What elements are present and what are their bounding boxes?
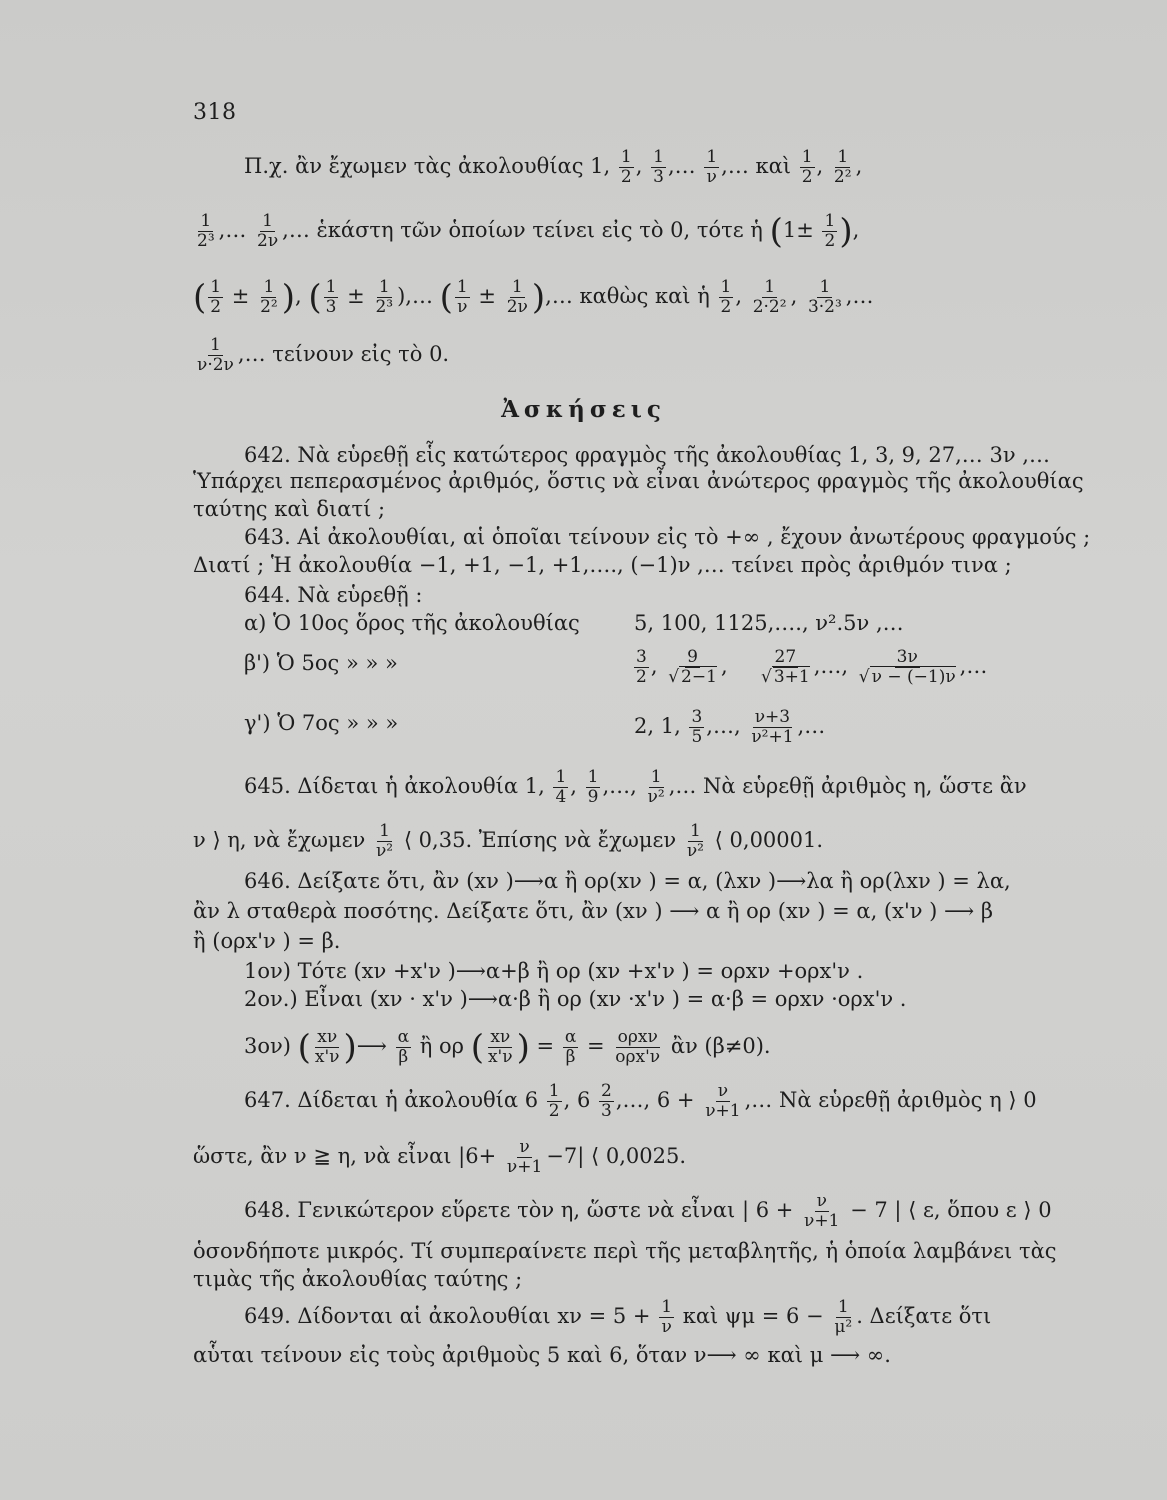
page-number: 318 xyxy=(193,100,237,125)
fraction: $\frac{1}{\text{2²}}$ xyxy=(260,277,278,317)
fraction: $\frac{1}{4}$ xyxy=(555,767,567,807)
fraction: $\frac{1}{\text{ν²}}$ xyxy=(647,767,665,807)
fraction: $\frac{\nu}{\nu+1}$ xyxy=(506,1137,543,1177)
fraction: $\frac{1}{\text{ν²}}$ xyxy=(375,821,394,861)
fraction: $\frac{1}{\text{2³}}$ xyxy=(197,211,215,251)
fraction: $\frac{9}{√ 2-1}$ xyxy=(668,647,717,687)
fraction: $\frac{\text{ορxν}}{\text{ορx'ν}}$ xyxy=(615,1027,661,1067)
text-line: Ὑπάρχει πεπερασμένος ἀριθμός, ὅστις νὰ εἶναι ἀνώτερος φραγμὸς τῆς ἀκολουθίας xyxy=(193,469,1084,493)
fraction: $\frac{27}{√ 3+1}$ xyxy=(761,647,810,687)
fraction: $\frac{\nu}{\nu+1}$ xyxy=(705,1081,741,1121)
fraction: $\frac{1}{2\nu}$ xyxy=(257,211,279,251)
fraction: $\frac{\alpha}{\beta}$ xyxy=(564,1027,577,1067)
text-line: ὁσονδήποτε μικρός. Τί συμπεραίνετε περὶ τῆς μεταβλητῆς, ἡ ὁποία λαμβάνει τὰς xyxy=(193,1239,1057,1263)
fraction: $\frac{1}{\text{2³}}$ xyxy=(375,277,394,317)
text-line: 2ον.) Εἶναι (xν · x'ν )⟶α·β ἢ ορ (xν ·x'ν ) = α·β = ορxν ·ορx'ν . xyxy=(244,987,907,1011)
fraction: $\frac{1}{\nu}$ xyxy=(661,1297,673,1337)
text-line: ταύτης καὶ διατί ; xyxy=(193,497,386,521)
fraction: $\frac{1}{2}$ xyxy=(620,147,632,187)
text-line: ἂν λ σταθερὰ ποσότης. Δείξατε ὅτι, ἂν (xν ) ⟶ α ἢ ορ (xν ) = α, (x'ν ) ⟶ β xyxy=(193,899,993,923)
text-line: 1ον) Τότε (xν +x'ν )⟶α+β ἢ ορ (xν +x'ν ) = ορxν +ορx'ν . xyxy=(244,959,864,983)
fraction: $\frac{1}{2\nu}$ xyxy=(506,277,528,317)
fraction: $\frac{1}{\text{2²}}$ xyxy=(833,147,852,187)
fraction: $\frac{3}{2}$ xyxy=(636,647,647,687)
fraction: $\frac{1}{2}$ xyxy=(548,1081,560,1121)
fraction: $\frac{1}{2}$ xyxy=(720,277,732,317)
fraction: $\frac{3\nu}{√ \nu - (-1)\nu}$ xyxy=(858,647,956,687)
fraction: $\frac{x\nu}{x'\nu}$ xyxy=(487,1027,513,1067)
fraction: $\frac{2}{3}$ xyxy=(601,1081,612,1121)
fraction: $\frac{1}{2}$ xyxy=(824,211,836,251)
text-line: αὗται τείνουν εἰς τοὺς ἀριθμοὺς 5 καὶ 6, ὅταν ν⟶ ∞ καὶ μ ⟶ ∞. xyxy=(193,1343,891,1367)
text-line: ἢ (ορx'ν ) = β. xyxy=(193,929,341,953)
fraction: $\frac{1}{3}$ xyxy=(653,147,664,187)
book-page: 318 Π.χ. ἂν ἔχωμεν τὰς ἀκολουθίας 1, $\frac{1}{2}$ , $\frac{1}{3}$ ,… $\frac{1}{\nu}$ ,… καὶ $\frac{1}{2}$ , $\frac{1}{\text{2²}}$ , $\frac{1}{\text{2³}}$ ,… $\frac{1}{2\nu}$ ,… ἑκάστη τῶν ὁποίων τείνει εἰς τὸ 0, τότε ἡ (1± $\frac{1}{2}$ ), ( $\frac{1}{2}$ ± $\frac{1}{\text{2²}}$ ), ( $\frac{1}{3}$ ± $\frac{1}{\text{2³}}$ ),… ( $\frac{1}{\nu}$ ± $\frac{1}{2\nu}$ ),… καθὼς καὶ ἡ $\frac{1}{2}$ , $\frac{1}{\text{2·2²}}$ , $\frac{1}{\text{3·2³}}$ ,… $\frac{1}{\nu\cdot 2\nu}$ ,… τείνουν εἰς τὸ 0. Ἀσκήσεις 642. Νὰ εὑρεθῇ εἷς κατώτερος φραγμὸς τῆς ἀκολουθίας 1, 3, 9, 27,… 3ν ,… Ὑπάρχει πεπερασμένος ἀριθμός, ὅστις νὰ εἶναι ἀνώτερος φραγμὸς τῆς ἀκολουθίας ταύτης καὶ διατί ; 643. Αἱ ἀκολουθίαι, αἱ ὁποῖαι τείνουν εἰς τὸ +∞ , ἔχουν ἀνωτέρους φραγμούς ; Διατί ; Ἡ ἀκολουθία −1, +1, −1, +1,…., (−1)ν ,… τείνει πρὸς ἀριθμόν τινα ; 644. Νὰ εὑρεθῇ : α) Ὁ 10ος ὅρος τῆς ἀκολουθίας 5, 100, 1125,…., ν².5ν ,… β') Ὁ 5ος » » » $\frac{3}{2}$ , $\frac{9}{√ 2-1}$ , $\frac{27}{√ 3+1}$ ,…, $\frac{3\nu}{√ \nu - (-1)\nu}$ ,… γ') Ὁ 7ος » » » 2, 1, $\frac{3}{5}$ ,…, $\frac{\nu+3}{\text{ν²+1}}$ ,… 645. Δίδεται ἡ ἀκολουθία 1, $\frac{1}{4}$ , $\frac{1}{9}$ ,…, $\frac{1}{\text{ν²}}$ ,… Νὰ εὑρεθῇ ἀριθμὸς η, ὥστε ἂν ν ⟩ η, νὰ ἔχωμεν $\frac{1}{\text{ν²}}$ ⟨ 0,35. Ἐπίσης νὰ ἔχωμεν $\frac{1}{\text{ν²}}$ ⟨ 0,00001. 646. Δείξατε ὅτι, ἂν (xν )⟶α ἢ ορ(xν ) = α, (λxν )⟶λα ἢ ορ(λxν ) = λα, ἂν λ σταθερὰ ποσότης. Δείξατε ὅτι, ἂν (xν ) ⟶ α ἢ ορ (xν ) = α, (x'ν ) ⟶ β ἢ (ορx'ν ) = β. 1ον) Τότε (xν +x'ν )⟶α+β ἢ ορ (xν +x'ν ) = ορxν +ορx'ν . 2ον.) Εἶναι (xν · x'ν )⟶α·β ἢ ορ (xν ·x'ν ) = α·β = ορxν ·ορx'ν . 3ον) ( $\frac{x\nu}{x'\nu}$ )⟶ $\frac{\alpha}{\beta}$ ἢ ορ ( $\frac{x\nu}{x'\nu}$ ) = $\frac{\alpha}{\beta}$ = $\frac{\text{ορxν}}{\text{ορx'ν}}$ ἂν (β≠0). 647. Δίδεται ἡ ἀκολουθία 6 $\frac{1}{2}$ , 6 $\frac{2}{3}$ ,…, 6 + $\frac{\nu}{\nu+1}$ ,… Νὰ εὑρεθῇ ἀριθμὸς η ⟩ 0 ὥστε, ἂν ν ≧ η, νὰ εἶναι |6+ $\frac{\nu}{\nu+1}$ −7| ⟨ 0,0025. 648. Γενικώτερον εὕρετε τὸν η, ὥστε νὰ εἶναι | 6 + $\frac{\nu}{\nu+1}$ − 7 | ⟨ ε, ὅπου ε ⟩ 0 ὁσονδήποτε μικρός. Τί συμπεραίνετε περὶ τῆς μεταβλητῆς, ἡ ὁποία λαμβάνει τὰς τιμὰς τῆς ἀκολουθίας ταύτης ; 649. Δίδονται αἱ ἀκολουθίαι xν = 5 + $\frac{1}{\nu}$ καὶ ψμ = 6 − $\frac{1}{\text{μ²}}$ . Δείξατε ὅτι αὗται τείνουν εἰς τοὺς ἀριθμοὺς 5 καὶ 6, ὅταν ν⟶ ∞ καὶ μ ⟶ ∞. xyxy=(0,0,1167,1500)
intro-text: Π.χ. ἂν ἔχωμεν τὰς ἀκολουθίας 1, xyxy=(244,154,611,178)
fraction: $\frac{1}{9}$ xyxy=(587,767,599,807)
fraction: $\frac{\nu+3}{\text{ν²+1}}$ xyxy=(751,707,794,747)
fraction: $\frac{1}{\nu\cdot 2\nu}$ xyxy=(197,335,234,375)
fraction: $\frac{1}{\nu}$ xyxy=(706,147,718,187)
fraction: $\frac{3}{5}$ xyxy=(691,707,703,747)
text-line: τιμὰς τῆς ἀκολουθίας ταύτης ; xyxy=(193,1267,523,1291)
fraction: $\frac{1}{2}$ xyxy=(801,147,813,187)
fraction: $\frac{1}{\nu}$ xyxy=(456,277,468,317)
fraction: $\frac{x\nu}{x'\nu}$ xyxy=(314,1027,340,1067)
fraction: $\frac{1}{\text{ν²}}$ xyxy=(686,821,704,861)
section-heading: Ἀσκήσεις xyxy=(501,396,666,423)
fraction: $\frac{1}{\text{2·2²}}$ xyxy=(752,277,787,317)
fraction: $\frac{1}{2}$ xyxy=(210,277,222,317)
fraction: $\frac{\nu}{\nu+1}$ xyxy=(804,1191,840,1231)
text-line: Διατί ; Ἡ ἀκολουθία −1, +1, −1, +1,…., (−1)ν ,… τείνει πρὸς ἀριθμόν τινα ; xyxy=(193,553,1012,577)
fraction: $\frac{1}{3}$ xyxy=(325,277,337,317)
fraction: $\frac{1}{\text{μ²}}$ xyxy=(834,1297,853,1337)
fraction: $\frac{\alpha}{\beta}$ xyxy=(397,1027,410,1067)
fraction: $\frac{1}{\text{3·2³}}$ xyxy=(807,277,842,317)
